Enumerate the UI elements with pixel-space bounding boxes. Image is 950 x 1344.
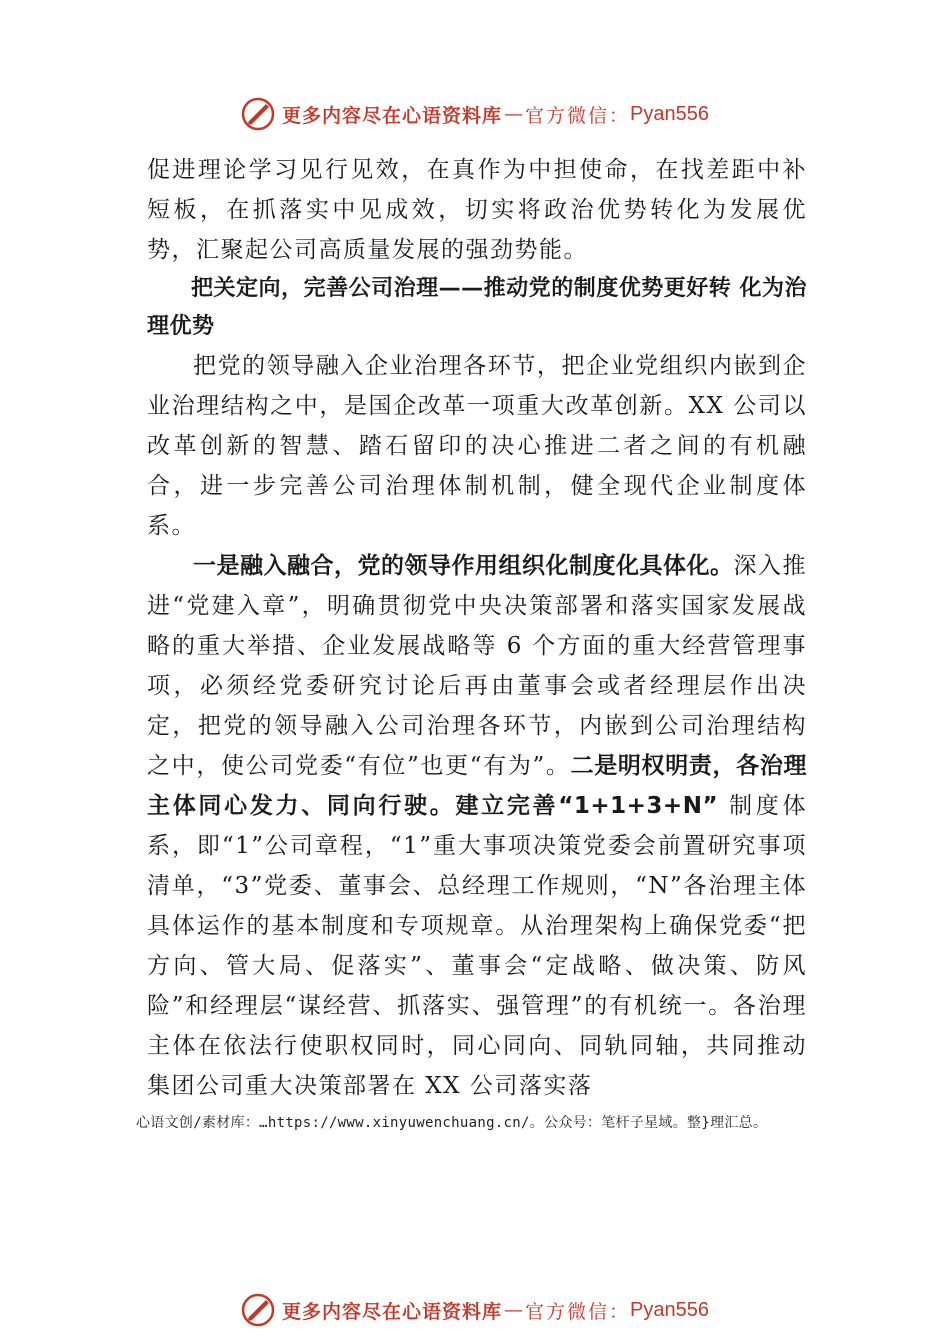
footer-note: 心语文创/素材库：…https://www.xinyuwenchuang.cn/。公众号：笔杆子星域。整}理汇总。 — [136, 1115, 768, 1131]
banner-official: 官方微信： — [525, 1300, 631, 1323]
paragraph-measures — [147, 546, 807, 1106]
paragraph-intro: 促进理论学习见行见效，在真作为中担使命，在找差距中补短板，在抓落实中见成效，切实将政治优势转化为发展优势，汇聚起公司高质量发展的强劲势能。 — [147, 157, 807, 263]
banner-wechat-id: Pyan556 — [630, 102, 709, 125]
banner-official: 官方微信： — [525, 104, 631, 127]
brand-logo-icon — [238, 94, 278, 134]
point-two-lead: 二是明权明责，各治理主体同心发力、同向行驶。建立完善“1+1+3+N” — [147, 753, 807, 819]
point-one-lead: 一是融入融合，党的领导作用组织化制度化具体化。 — [193, 553, 734, 579]
banner-brand: 更多内容尽在心语资料库 — [282, 104, 503, 127]
section-heading: 把关定向，完善公司治理——推动党的制度优势更好转 化为治理优势 — [147, 276, 807, 339]
brand-logo-icon — [238, 1290, 278, 1330]
document-body — [147, 150, 807, 1106]
banner-wechat-id: Pyan556 — [630, 1298, 709, 1321]
banner-brand: 更多内容尽在心语资料库 — [282, 1300, 503, 1323]
point-one-body: 深入推进“党建入章”，明确贯彻党中央决策部署和落实国家发展战略的重大举措、企业发展战略等 6 个方面的重大经营管理事项，必须经党委研究讨论后再由董事会或者经理层作出决定，把党的领导融入公司治理各环节，内嵌到公司治理结构之中，使公司党委“有位”也更“有为”。 — [147, 553, 807, 779]
banner-separator: — — [504, 1299, 524, 1321]
paragraph-governance: 把党的领导融入企业治理各环节，把企业党组织内嵌到企业治理结构之中，是国企改革一项重大改革创新。XX 公司以改革创新的智慧、踏石留印的决心推进二者之间的有机融合，进一步完善公司治理体制机制，健全现代企业制度体系。 — [147, 353, 807, 539]
footer-banner — [238, 1290, 709, 1330]
banner-separator: — — [504, 103, 524, 125]
header-banner — [238, 94, 709, 134]
point-two-body: 制度体系，即“1”公司章程，“1”重大事项决策党委会前置研究事项清单，“3”党委、董事会、总经理工作规则，“N”各治理主体具体运作的基本制度和专项规章。从治理架构上确保党委“把方向、管大局、促落实”、董事会“定战略、做决策、防风险”和经理层“谋经营、抓落实、强管理”的有机统一。各治理主体在依法行使职权同时，同心同向、同轨同轴，共同推动集团公司重大决策部署在 XX 公司落实落 — [147, 793, 808, 1099]
